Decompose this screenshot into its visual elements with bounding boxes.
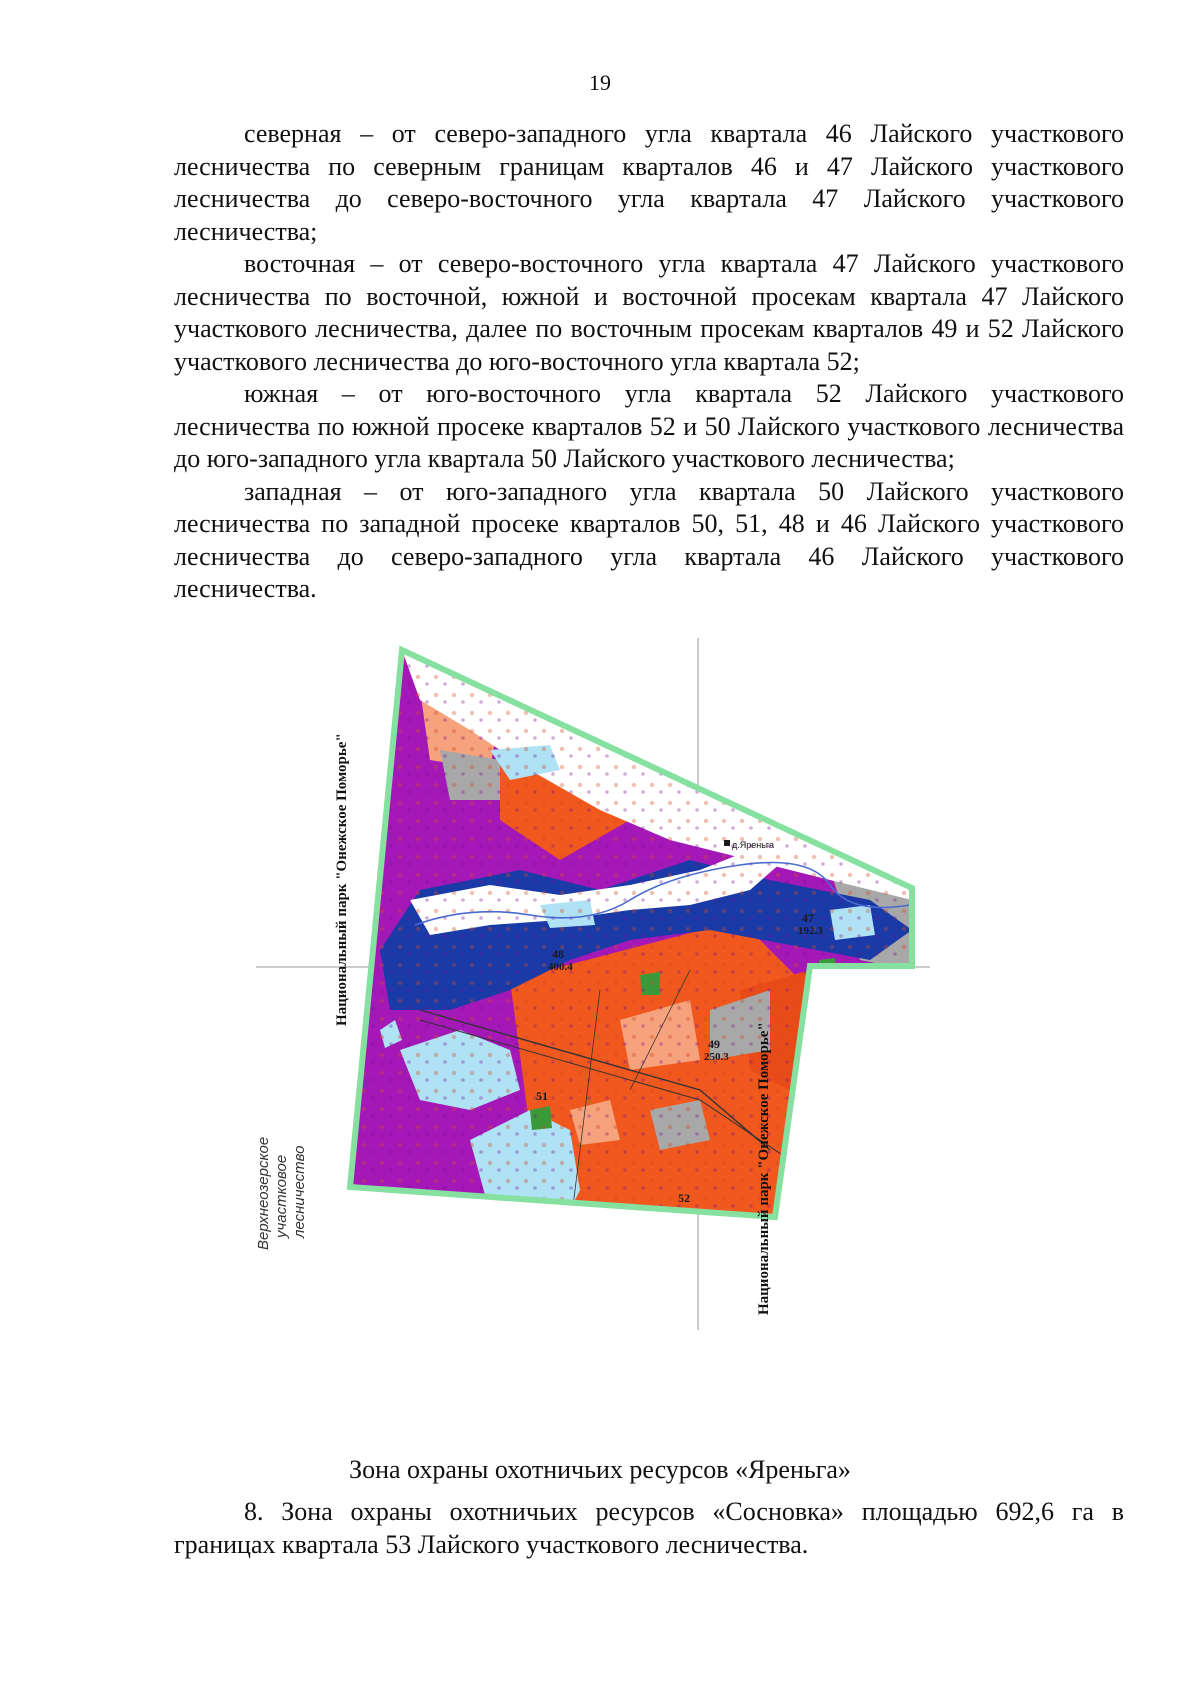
closing-paragraph: 8. Зона охраны охотничьих ресурсов «Сосновка» площадью 692,6 га в границах квартала 53 Лайского участкового лесничества. bbox=[174, 1497, 1124, 1559]
neighbor-forestry-label bbox=[255, 1137, 308, 1250]
neighbor-forestry-line-1: Верхнеозерское bbox=[255, 1136, 272, 1250]
zone-map-figure bbox=[255, 690, 1040, 1450]
quarter-48-number: 48 bbox=[552, 947, 564, 961]
quarter-49-number: 49 bbox=[708, 1037, 720, 1051]
quarter-48-area: 400.4 bbox=[548, 961, 573, 973]
quarter-51-number: 51 bbox=[536, 1089, 548, 1103]
quarter-52-number: 52 bbox=[678, 1191, 690, 1205]
boundary-south-paragraph: южная – от юго-восточного угла квартала 52 Лайского участкового лесничества по южной просеке кварталов 52 и 50 Лайского участкового лесничества до юго-западного угла квартала 50 Лайского участкового лесничества; bbox=[174, 379, 1124, 473]
zone-map bbox=[255, 690, 1040, 1450]
settlement-label: д.Яреньга bbox=[732, 840, 775, 850]
national-park-label-left: Национальный парк "Онежское Поморье" bbox=[334, 733, 350, 1026]
boundary-north-paragraph: северная – от северо-западного угла квартала 46 Лайского участкового лесничества по северным границам кварталов 46 и 47 Лайского участкового лесничества до северо-восточного угла квартала 47 Лайского участкового лесничества; bbox=[174, 119, 1124, 246]
quarter-49-area: 250.3 bbox=[704, 1051, 729, 1063]
neighbor-forestry-line-3: лесничество bbox=[291, 1145, 308, 1238]
quarter-47-number: 47 bbox=[802, 911, 814, 925]
zone-area bbox=[270, 630, 1040, 1450]
figure-caption: Зона охраны охотничьих ресурсов «Яреньга» bbox=[349, 1455, 851, 1484]
quarter-47-area: 192.3 bbox=[798, 925, 823, 937]
closing-paragraph-block bbox=[174, 1496, 1124, 1561]
neighbor-forestry-line-2: участковое bbox=[273, 1154, 290, 1238]
boundary-east-paragraph: восточная – от северо-восточного угла квартала 47 Лайского участкового лесничества по восточной, южной и восточной просекам квартала 47 Лайского участкового лесничества, далее по восточным просекам кварталов 49 и 52 Лайского участкового лесничества до юго-восточного угла квартала 52; bbox=[174, 249, 1124, 376]
settlement-marker bbox=[724, 840, 730, 846]
boundary-west-paragraph: западная – от юго-западного угла квартала 50 Лайского участкового лесничества по западной просеке кварталов 50, 51, 48 и 46 Лайского участкового лесничества до северо-западного угла квартала 46 Лайского участкового лесничества. bbox=[174, 476, 1124, 603]
national-park-label-right: Национальный парк "Онежское Поморье" bbox=[756, 1022, 772, 1315]
page-number: 19 bbox=[589, 70, 611, 95]
boundary-description bbox=[174, 118, 1124, 606]
